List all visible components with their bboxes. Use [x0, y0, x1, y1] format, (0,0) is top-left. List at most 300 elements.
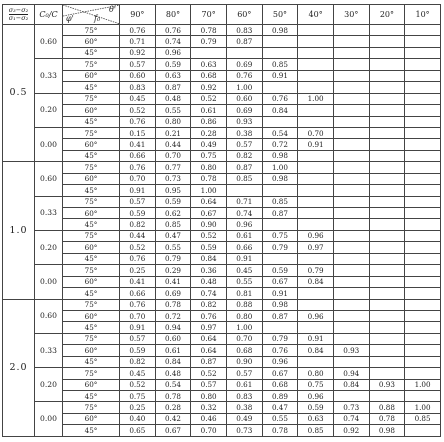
value-cell: 0.74 [191, 288, 227, 299]
value-cell [405, 242, 441, 253]
value-cell [369, 173, 405, 184]
value-cell [369, 139, 405, 150]
value-cell [333, 322, 369, 333]
value-cell: 0.91 [262, 70, 298, 81]
value-cell: 0.55 [226, 276, 262, 287]
value-cell: 0.74 [333, 413, 369, 424]
value-cell: 0.65 [120, 425, 156, 437]
stress-ratio-numerator: σ₃−σ₂ [8, 6, 29, 15]
value-cell [298, 47, 334, 58]
value-cell: 0.91 [120, 322, 156, 333]
value-cell: 0.69 [226, 59, 262, 70]
table-row [3, 70, 441, 81]
value-cell: 0.88 [226, 299, 262, 310]
value-cell [405, 93, 441, 104]
value-cell [333, 333, 369, 344]
value-cell: 0.87 [155, 82, 191, 93]
phi-angle-cell: 75° [63, 368, 120, 379]
value-cell [298, 208, 334, 219]
value-cell [333, 196, 369, 207]
value-cell [405, 25, 441, 36]
phi-angle-cell: 45° [63, 116, 120, 127]
value-cell: 0.59 [262, 265, 298, 276]
phi-angle-cell: 75° [63, 265, 120, 276]
value-cell [405, 59, 441, 70]
value-cell [405, 70, 441, 81]
phi-angle-cell: 45° [63, 356, 120, 367]
value-cell: 0.82 [120, 356, 156, 367]
value-cell [369, 70, 405, 81]
value-cell: 0.57 [191, 379, 227, 390]
value-cell [298, 59, 334, 70]
value-cell: 0.52 [120, 242, 156, 253]
value-cell: 0.77 [155, 162, 191, 173]
phi-angle-cell: 45° [63, 322, 120, 333]
value-cell: 1.00 [262, 162, 298, 173]
value-cell [298, 173, 334, 184]
table-row [3, 368, 441, 379]
value-cell: 1.00 [298, 93, 334, 104]
phi-angle-cell: 60° [63, 413, 120, 424]
value-cell: 0.57 [226, 139, 262, 150]
value-cell: 0.85 [226, 173, 262, 184]
table-row [3, 173, 441, 184]
value-cell: 0.85 [405, 413, 441, 424]
table-row [3, 322, 441, 333]
value-cell: 0.91 [226, 253, 262, 264]
value-cell: 0.75 [298, 379, 334, 390]
value-cell: 0.90 [191, 219, 227, 230]
value-cell [405, 253, 441, 264]
angle-header: 90° [120, 5, 156, 25]
value-cell: 0.59 [298, 402, 334, 413]
value-cell: 0.96 [226, 219, 262, 230]
value-cell: 0.78 [191, 25, 227, 36]
value-cell [262, 47, 298, 58]
value-cell: 0.79 [155, 253, 191, 264]
value-cell [405, 356, 441, 367]
value-cell [405, 288, 441, 299]
value-cell: 0.73 [155, 173, 191, 184]
value-cell: 0.72 [155, 310, 191, 321]
value-cell: 0.59 [120, 345, 156, 356]
value-cell: 0.75 [191, 150, 227, 161]
phi-angle-cell: 75° [63, 127, 120, 138]
value-cell: 0.78 [155, 391, 191, 402]
value-cell: 0.76 [262, 93, 298, 104]
value-cell: 0.79 [191, 36, 227, 47]
value-cell: 0.78 [155, 299, 191, 310]
value-cell: 0.57 [120, 59, 156, 70]
value-cell: 0.91 [120, 185, 156, 196]
value-cell: 0.57 [120, 333, 156, 344]
value-cell [333, 391, 369, 402]
value-cell [369, 196, 405, 207]
table-row [3, 230, 441, 241]
phi-angle-cell: 60° [63, 379, 120, 390]
phi-angle-cell: 75° [63, 162, 120, 173]
value-cell: 0.98 [262, 150, 298, 161]
value-cell: 0.69 [155, 288, 191, 299]
value-cell: 0.84 [298, 345, 334, 356]
value-cell [369, 59, 405, 70]
value-cell [405, 299, 441, 310]
value-cell [405, 82, 441, 93]
value-cell: 0.83 [226, 391, 262, 402]
value-cell [298, 36, 334, 47]
value-cell [333, 288, 369, 299]
table-row [3, 242, 441, 253]
value-cell: 0.60 [120, 70, 156, 81]
value-cell [405, 162, 441, 173]
value-cell: 0.86 [191, 116, 227, 127]
value-cell [333, 208, 369, 219]
value-cell: 0.32 [191, 402, 227, 413]
stress-reduction-table [2, 4, 441, 437]
table-row [3, 379, 441, 390]
value-cell [298, 185, 334, 196]
value-cell [298, 150, 334, 161]
value-cell: 0.54 [262, 127, 298, 138]
value-cell: 0.84 [155, 356, 191, 367]
table-row [3, 139, 441, 150]
phi-angle-cell: 75° [63, 196, 120, 207]
cohesion-ratio-cell: 0.20 [35, 93, 63, 127]
value-cell: 0.70 [226, 333, 262, 344]
value-cell: 0.76 [120, 25, 156, 36]
cohesion-ratio-cell: 0.33 [35, 59, 63, 93]
table-row [3, 288, 441, 299]
value-cell: 0.55 [262, 413, 298, 424]
value-cell: 0.76 [262, 345, 298, 356]
table-row [3, 59, 441, 70]
value-cell: 0.60 [155, 333, 191, 344]
value-cell: 0.87 [226, 36, 262, 47]
table-row [3, 47, 441, 58]
value-cell: 0.91 [262, 288, 298, 299]
cohesion-ratio-cell: 0.60 [35, 25, 63, 59]
theta-label: θ' [108, 5, 116, 14]
value-cell: 0.76 [120, 116, 156, 127]
table-row [3, 127, 441, 138]
table-row [3, 208, 441, 219]
value-cell [333, 105, 369, 116]
value-cell: 0.61 [191, 105, 227, 116]
value-cell [262, 185, 298, 196]
stress-ratio-cell: 2.0 [3, 299, 35, 437]
value-cell [369, 93, 405, 104]
value-cell: 0.91 [298, 333, 334, 344]
value-cell: 0.41 [120, 139, 156, 150]
value-cell [405, 265, 441, 276]
value-cell: 0.70 [191, 425, 227, 437]
value-cell: 0.49 [226, 413, 262, 424]
angle-header: 70° [191, 5, 227, 25]
value-cell [298, 162, 334, 173]
value-cell: 0.48 [155, 368, 191, 379]
value-cell [298, 70, 334, 81]
value-cell [369, 185, 405, 196]
table-row [3, 391, 441, 402]
value-cell: 0.88 [369, 402, 405, 413]
value-cell: 0.98 [262, 25, 298, 36]
value-cell: 0.93 [333, 345, 369, 356]
value-cell: 0.67 [155, 425, 191, 437]
phi-angle-cell: 45° [63, 391, 120, 402]
value-cell: 1.00 [226, 82, 262, 93]
value-cell [405, 185, 441, 196]
stress-ratio-header [3, 5, 35, 25]
table-row [3, 356, 441, 367]
value-cell: 0.73 [226, 425, 262, 437]
value-cell [333, 265, 369, 276]
value-cell [369, 276, 405, 287]
value-cell: 0.28 [155, 402, 191, 413]
value-cell [262, 82, 298, 93]
value-cell: 0.38 [226, 127, 262, 138]
value-cell [298, 219, 334, 230]
value-cell: 0.96 [298, 391, 334, 402]
value-cell [298, 322, 334, 333]
value-cell: 0.92 [191, 82, 227, 93]
value-cell [369, 345, 405, 356]
value-cell: 0.84 [298, 276, 334, 287]
value-cell: 0.47 [155, 230, 191, 241]
value-cell: 0.59 [155, 59, 191, 70]
value-cell [333, 82, 369, 93]
value-cell [333, 230, 369, 241]
value-cell [226, 185, 262, 196]
value-cell: 0.41 [120, 276, 156, 287]
value-cell [405, 391, 441, 402]
phi-angle-cell: 75° [63, 402, 120, 413]
phi-angle-cell: 60° [63, 276, 120, 287]
value-cell [369, 47, 405, 58]
value-cell [298, 299, 334, 310]
angle-header: 30° [333, 5, 369, 25]
stress-ratio-denominator: σ₁−σ₂ [8, 13, 29, 22]
value-cell: 0.21 [155, 127, 191, 138]
phi-angle-cell: 60° [63, 345, 120, 356]
phi-angle-cell: 60° [63, 310, 120, 321]
value-cell: 0.74 [226, 208, 262, 219]
value-cell [333, 242, 369, 253]
value-cell: 0.44 [120, 230, 156, 241]
value-cell: 0.85 [298, 425, 334, 437]
value-cell: 0.71 [226, 196, 262, 207]
cohesion-ratio-cell: 0.60 [35, 162, 63, 196]
value-cell: 0.40 [120, 413, 156, 424]
value-cell [369, 150, 405, 161]
table-row [3, 93, 441, 104]
value-cell [333, 253, 369, 264]
value-cell: 0.67 [262, 368, 298, 379]
value-cell [333, 59, 369, 70]
phi-angle-cell: 45° [63, 150, 120, 161]
value-cell: 0.57 [120, 196, 156, 207]
value-cell [333, 25, 369, 36]
value-cell: 0.85 [262, 59, 298, 70]
value-cell: 0.25 [120, 402, 156, 413]
value-cell: 0.80 [191, 162, 227, 173]
value-cell [262, 219, 298, 230]
phi-angle-cell: 45° [63, 425, 120, 437]
value-cell: 0.52 [191, 93, 227, 104]
value-cell [405, 208, 441, 219]
table-row [3, 402, 441, 413]
value-cell: 0.49 [191, 139, 227, 150]
value-cell: 0.59 [120, 208, 156, 219]
value-cell: 0.76 [120, 253, 156, 264]
value-cell: 0.45 [120, 93, 156, 104]
value-cell: 0.79 [262, 333, 298, 344]
value-cell [369, 265, 405, 276]
value-cell: 0.55 [155, 105, 191, 116]
angle-header: 50° [262, 5, 298, 25]
value-cell [369, 368, 405, 379]
value-cell: 0.97 [298, 242, 334, 253]
table-row [3, 265, 441, 276]
table-row [3, 82, 441, 93]
cohesion-ratio-cell: 0.00 [35, 402, 63, 437]
table-row [3, 413, 441, 424]
stress-ratio-cell: 1.0 [3, 162, 35, 299]
value-cell [333, 47, 369, 58]
value-cell [369, 82, 405, 93]
table-row [3, 253, 441, 264]
value-cell [262, 253, 298, 264]
value-cell: 0.80 [298, 368, 334, 379]
value-cell: 0.36 [191, 265, 227, 276]
table-row [3, 185, 441, 196]
value-cell [405, 150, 441, 161]
table-row [3, 345, 441, 356]
value-cell: 0.76 [120, 162, 156, 173]
value-cell: 0.84 [262, 105, 298, 116]
value-cell [369, 310, 405, 321]
value-cell: 0.63 [155, 70, 191, 81]
value-cell [405, 368, 441, 379]
value-cell [333, 116, 369, 127]
value-cell [369, 105, 405, 116]
value-cell: 0.52 [191, 230, 227, 241]
value-cell: 0.82 [191, 299, 227, 310]
value-cell: 0.59 [155, 196, 191, 207]
value-cell: 0.79 [262, 242, 298, 253]
value-cell: 0.98 [262, 173, 298, 184]
value-cell: 0.67 [262, 276, 298, 287]
value-cell [333, 219, 369, 230]
table-header [3, 5, 441, 25]
table-body [3, 25, 441, 437]
value-cell: 0.66 [120, 288, 156, 299]
phi-angle-cell: 60° [63, 242, 120, 253]
value-cell: 0.98 [262, 299, 298, 310]
value-cell [369, 322, 405, 333]
value-cell: 0.94 [155, 322, 191, 333]
value-cell [405, 116, 441, 127]
value-cell [369, 25, 405, 36]
table-row [3, 333, 441, 344]
value-cell [369, 127, 405, 138]
value-cell [333, 36, 369, 47]
phi-angle-cell: 60° [63, 105, 120, 116]
value-cell [405, 105, 441, 116]
f0-label: f₀ [94, 14, 101, 23]
table-row [3, 310, 441, 321]
value-cell [405, 47, 441, 58]
cohesion-ratio-cell: 0.00 [35, 127, 63, 161]
value-cell [369, 391, 405, 402]
value-cell: 0.76 [226, 70, 262, 81]
value-cell [369, 116, 405, 127]
value-cell [333, 276, 369, 287]
value-cell: 0.68 [191, 70, 227, 81]
value-cell: 0.61 [226, 379, 262, 390]
value-cell: 0.98 [369, 425, 405, 437]
value-cell: 0.71 [120, 36, 156, 47]
value-cell: 0.63 [298, 413, 334, 424]
value-cell: 0.72 [262, 139, 298, 150]
value-cell: 0.67 [191, 208, 227, 219]
table-row [3, 299, 441, 310]
value-cell: 0.54 [155, 379, 191, 390]
value-cell [369, 230, 405, 241]
value-cell: 0.61 [226, 230, 262, 241]
value-cell: 0.76 [120, 299, 156, 310]
value-cell: 0.52 [191, 368, 227, 379]
value-cell: 0.79 [298, 265, 334, 276]
value-cell: 0.64 [191, 345, 227, 356]
table-row [3, 36, 441, 47]
value-cell: 0.70 [120, 173, 156, 184]
header-row [3, 5, 441, 25]
phi-angle-cell: 45° [63, 185, 120, 196]
value-cell: 0.92 [120, 47, 156, 58]
value-cell: 0.45 [226, 265, 262, 276]
value-cell [369, 299, 405, 310]
value-cell: 0.15 [120, 127, 156, 138]
value-cell: 0.96 [298, 230, 334, 241]
value-cell [405, 333, 441, 344]
value-cell: 0.45 [120, 368, 156, 379]
value-cell: 0.73 [333, 402, 369, 413]
value-cell: 0.96 [155, 47, 191, 58]
value-cell: 0.80 [155, 116, 191, 127]
value-cell: 0.78 [191, 173, 227, 184]
phi-angle-cell: 75° [63, 299, 120, 310]
value-cell [333, 299, 369, 310]
value-cell [262, 116, 298, 127]
value-cell: 0.97 [191, 322, 227, 333]
value-cell: 0.85 [155, 219, 191, 230]
value-cell [405, 425, 441, 437]
angle-header: 10° [405, 5, 441, 25]
phi-angle-cell: 75° [63, 333, 120, 344]
cohesion-ratio-cell: 0.20 [35, 230, 63, 264]
value-cell [333, 93, 369, 104]
value-cell [333, 150, 369, 161]
value-cell: 0.64 [191, 333, 227, 344]
value-cell: 0.68 [262, 379, 298, 390]
table-row [3, 162, 441, 173]
value-cell: 1.00 [191, 185, 227, 196]
phi-angle-cell: 75° [63, 59, 120, 70]
value-cell: 0.48 [155, 93, 191, 104]
table-row [3, 25, 441, 36]
value-cell [369, 242, 405, 253]
phi-angle-cell: 45° [63, 82, 120, 93]
